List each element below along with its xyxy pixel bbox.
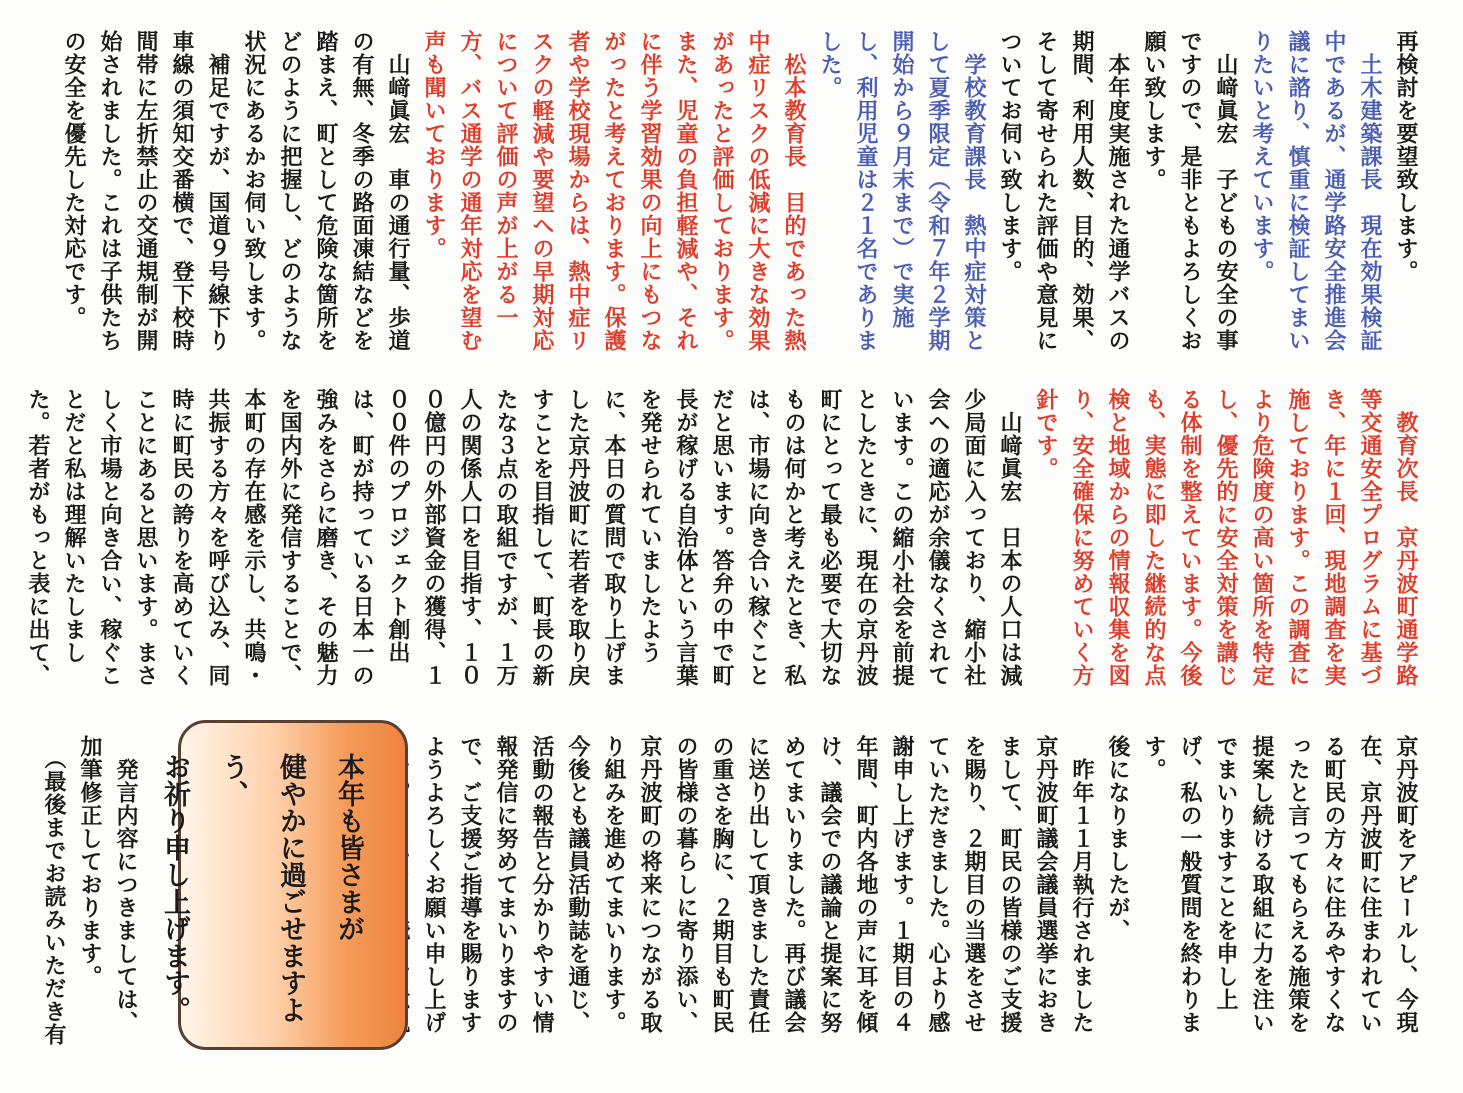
text-band-bottom [393,735,1423,1055]
paragraph: 松本教育長 目的であった熱中症リスクの低減に大きな効果があったと評価しております。また、児童の負担軽減や、それに伴う学習効果の向上にもつながったと考えております。保護者や学校現場からは、熱中症リスクの軽減や要望への早期対応について評価の声が上がる一方、バス通学の通年対応を望む声も聞いております。 [421,30,806,352]
paragraph: 後になりましたが、 [1105,735,1130,942]
paragraph: 本年度実施された通学バスの期間、利用人数、目的、効果、そして寄せられた評価や意見についてお伺い致します。 [997,30,1130,352]
greeting-text [145,753,377,1033]
paragraph: 再検討を要望致します。 [1393,30,1418,283]
paragraph: 山﨑眞宏 子どもの安全の事ですので、是非ともよろしくお願い致します。 [1141,30,1238,352]
new-year-greeting-box [159,720,408,1050]
paragraph: 山﨑眞宏 車の通行量、歩道の有無、冬季の路面凍結などを踏まえ、町として危険な箇所をどのように把握し、どのような状況にあるかお伺い致します。 [241,30,410,352]
paragraph: 教育次長 京丹波町通学路等交通安全プログラムに基づき、年に１回、現地調査を実施しております。この調査により危険度の高い箇所を特定し、優先的に安全対策を講じる体制を整えています。今後も、実態に即した継続的な点検と地域からの情報収集を図り、安全確保に努めていく方針です。 [1033,388,1418,687]
paragraph: 発言内容につきましては、加筆修正しております。 [77,735,138,1034]
text-band-top [23,30,1423,370]
paragraph: 山﨑眞宏 日本の人口は減少局面に入っており、縮小社会への適応が余儀なくされています。この縮小社会を前提としたときに、現在の京丹波町にとって最も必要で大切なものは何かと考えたとき、私は、市場に向き合い稼ぐことだと思います。答弁の中で町長が稼げる自治体という言葉を発せられていましたように、本日の質問で取り上げました京丹波町に若者を取り戻すことを目指して、町長の新たな３点の取組ですが、１万人の関係人口を目指す、１００億円の外部資金の獲得、１００件のプロジェクト創出は、町が持っている日本一の強みをさらに磨き、その魅力を国内外に発信することで、本町の存在感を示し、共鳴・共振する方々を呼び込み、同時に町民の誇りを高めていくことにあると思います。まさしく市場と向き合い、稼ぐことだと私は理解いたしました。若者がもっと表に出て、 [25,388,1022,687]
text-band-middle [23,388,1423,700]
greeting-line: 健やかに過ごせますよう、 [217,753,306,1023]
text-band-bottom-left [33,735,143,1055]
paragraph: 学校教育課長 熱中症対策として夏季限定（令和７年２学期開始から９月末まで）で実施し、利用児童は２１名でありました。 [817,30,986,352]
paragraph: 補足ですが、国道９号線下り車線の須知交番横で、登下校時間帯に左折禁止の交通規制が開始されました。これは子供たちの安全を優先した対応です。 [61,30,230,352]
paragraph: （最後までお読みいただき有 [41,758,66,1046]
paragraph: 土木建築課長 現在効果検証中であるが、通学路安全推進会議に諮り、慎重に検証してまいりたいと考えています。 [1249,30,1382,352]
greeting-line: お祈り申し上げます。 [159,753,190,1023]
greeting-line: 本年も皆さまが [333,753,364,942]
paragraph: 京丹波町をアピールし、今現在、京丹波町に住まわれている町民の方々に住みやすくなったと言ってもらえる施策を提案し続ける取組に力を注いでまいりますことを申し上げ、私の一般質問を終わります。 [1141,735,1418,1034]
paragraph: 昨年１１月執行されました京丹波町議会議員選挙におきまして、町民の皆様のご支援を賜り、２期目の当選をさせていただきました。心より感謝申し上げます。１期目の４年間、町内各地の声に耳を傾け、議会での議論と提案に努めてまいりました。再び議会に送り出して頂きました責任の重さを胸に、２期目も町民の皆様の暮らしに寄り添い、京丹波町の将来につながる取り組みを進めてまいります。今後とも議員活動誌を通じ、活動の報告と分かりやすい情報発信に努めてまいりますので、ご支援ご指導を賜りますようよろしくお願い申し上げ [421,735,1094,1034]
